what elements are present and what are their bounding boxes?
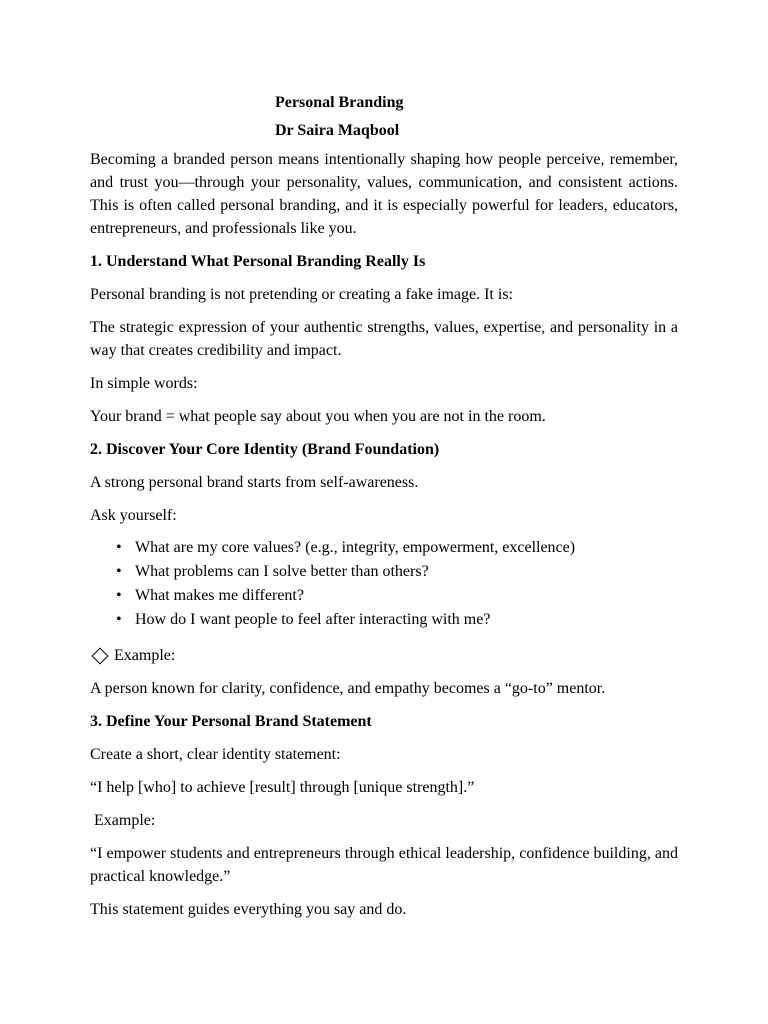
section-1-paragraph-3: In simple words: xyxy=(90,375,198,392)
core-identity-question-list xyxy=(90,536,678,632)
bullet-icon: • xyxy=(116,539,122,556)
section-3-paragraph-3: “I empower students and entrepreneurs through ethical leadership, confidence building, and practical knowledge.” xyxy=(90,845,678,885)
list-item: • What makes me different? xyxy=(90,584,678,608)
section-2-heading: 2. Discover Your Core Identity (Brand Foundation) xyxy=(90,441,440,458)
bullet-icon: • xyxy=(116,611,122,628)
section-2-paragraph-2: Ask yourself: xyxy=(90,507,177,524)
list-item: • What are my core values? (e.g., integrity, empowerment, excellence) xyxy=(90,536,678,560)
document-author: Dr Saira Maqbool xyxy=(275,122,400,139)
diamond-icon xyxy=(92,647,109,664)
section-1-paragraph-2: The strategic expression of your authentic strengths, values, expertise, and personality in a way that creates credibility and impact. xyxy=(90,319,678,359)
section-2-example-text: A person known for clarity, confidence, and empathy becomes a “go-to” mentor. xyxy=(90,680,606,697)
intro-paragraph: Becoming a branded person means intentionally shaping how people perceive, remember, and trust you—through your personality, values, communication, and consistent actions. This is often called personal branding, and it is especially powerful for leaders, educators, entrepreneurs, and professionals like you. xyxy=(90,151,678,237)
section-2-paragraph-1: A strong personal brand starts from self-awareness. xyxy=(90,474,419,491)
document-title: Personal Branding xyxy=(275,94,404,111)
list-item: • How do I want people to feel after interacting with me? xyxy=(90,608,678,632)
section-3-paragraph-4: This statement guides everything you say and do. xyxy=(90,901,407,918)
section-3-example-label: Example: xyxy=(94,812,156,829)
list-item: • What problems can I solve better than others? xyxy=(90,560,678,584)
section-3-paragraph-1: Create a short, clear identity statement: xyxy=(90,746,341,763)
section-3-paragraph-2: “I help [who] to achieve [result] through [unique strength].” xyxy=(90,779,475,796)
bullet-icon: • xyxy=(116,587,122,604)
bullet-icon: • xyxy=(116,563,122,580)
section-1-paragraph-1: Personal branding is not pretending or creating a fake image. It is: xyxy=(90,286,513,303)
section-1-heading: 1. Understand What Personal Branding Really Is xyxy=(90,253,426,270)
document-page xyxy=(90,91,678,921)
section-3-heading: 3. Define Your Personal Brand Statement xyxy=(90,713,372,730)
section-1-paragraph-4: Your brand = what people say about you when you are not in the room. xyxy=(90,408,546,425)
section-2-example-label: Example: xyxy=(90,644,678,667)
